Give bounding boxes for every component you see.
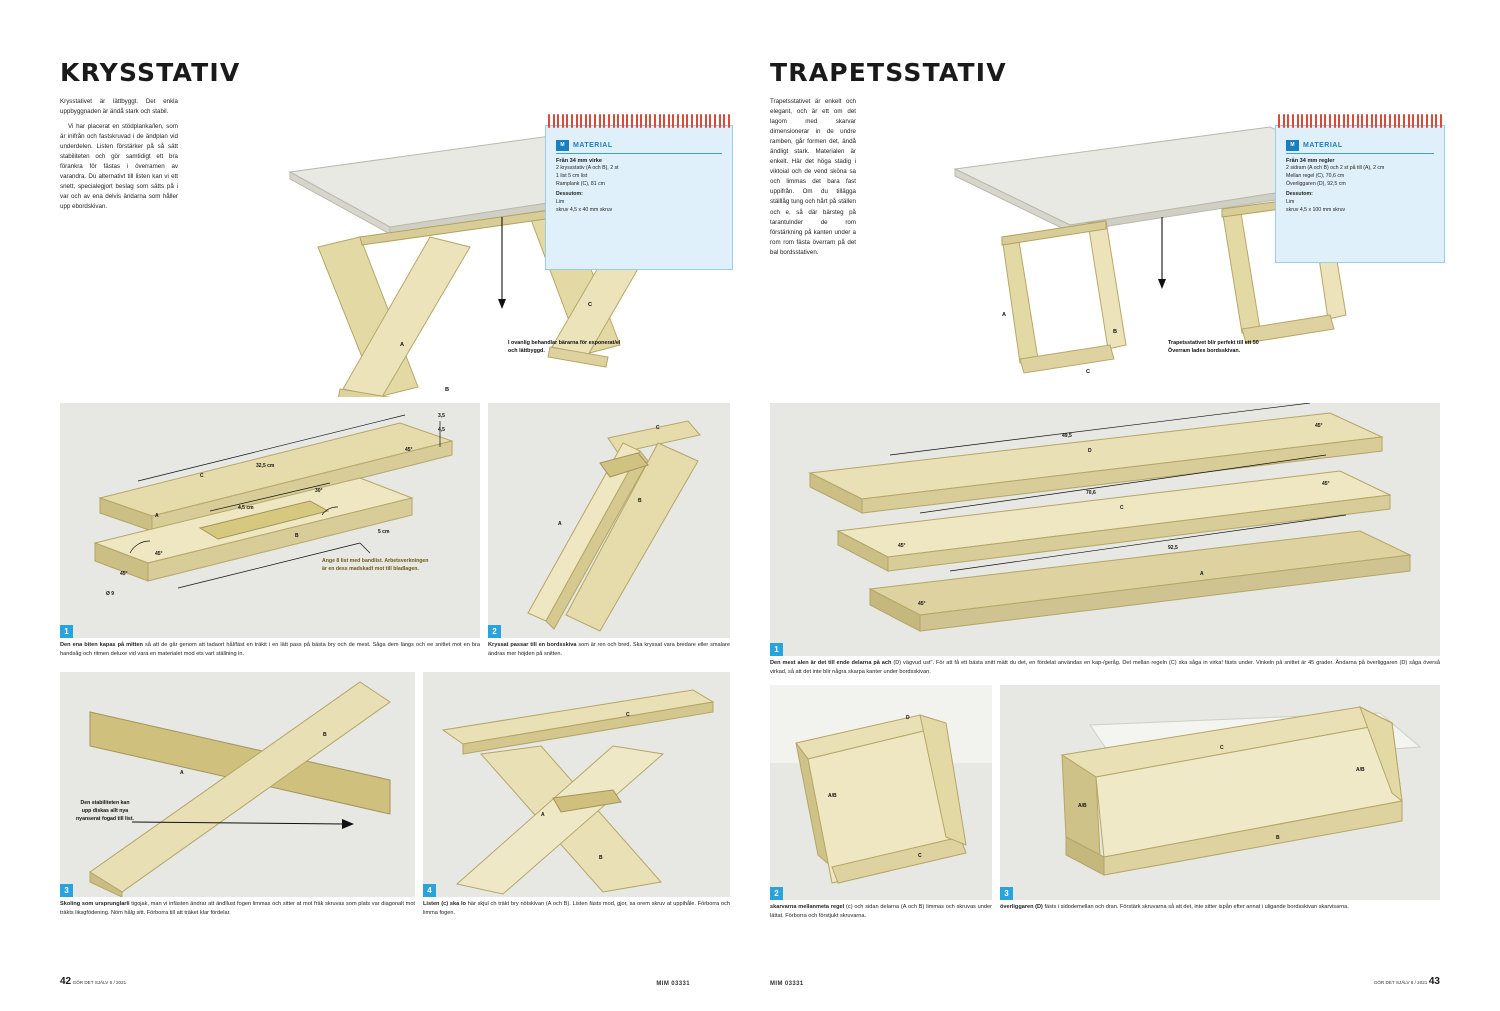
step-2-drawing (488, 403, 730, 638)
label-r3-AB-2: A/B (1078, 802, 1087, 809)
label-d4-C: C (626, 712, 630, 719)
step-1-inline-note: Ange 8 list med bandlist. Arbetsverkningen är en dess madskadt mot till bladlagen. (322, 558, 429, 572)
materials-title: MATERIAL (573, 142, 613, 149)
label-r2-AB: A/B (828, 792, 837, 799)
steps-right (770, 403, 1440, 926)
folio-text-left: GÖR DET SJÄLV 6 / 2021 (72, 980, 127, 985)
folio-right (1374, 976, 1440, 987)
materials-item: Mellan regel (C), 70,6 cm (1286, 172, 1345, 179)
label-hero-right-C: C (1086, 369, 1091, 375)
materials-item: Överliggaren (D), 92,5 cm (1286, 180, 1346, 187)
label-d1-angle-45c: 45° (405, 447, 413, 453)
step-number-4: 4 (423, 884, 436, 897)
label-d3-B: B (323, 732, 327, 739)
step-1-right-photo (770, 403, 1440, 656)
materials-subtitle: Från 34 mm virke (556, 158, 603, 164)
step-4-caption-text: här skjul ch träkt bry nötskivan (A och B). Listen fästs mod, gjor, sa orem skruv at uppihåle. Förborra och limma fogen. (423, 901, 730, 917)
label-r3-C: C (1220, 744, 1224, 751)
step-3-photo (60, 672, 415, 897)
step-2-caption-bold: Kryssat passar till en bordsskiva (488, 642, 577, 648)
step-4-photo (423, 672, 730, 897)
label-r1-A: A (1200, 571, 1204, 577)
step-2-right-photo (770, 685, 992, 900)
label-r1-angle-1: 45° (1315, 423, 1323, 429)
materials-item: 2 sidram (A och B) och 2 st på till (A), 2 cm (1286, 165, 1385, 171)
label-r1-C: C (1120, 505, 1124, 511)
step-2-photo (488, 403, 730, 638)
step-3-right-caption-text: fästs i sidodemellan och dran. Förstärk skruvarna så att det, inte sitter ispån efter annat i uligande bordsskivan skarvisarna. (1042, 903, 1349, 910)
step-2-right-caption (770, 903, 992, 921)
label-r3-AB-1: A/B (1356, 766, 1365, 773)
label-d2-A: A (558, 521, 562, 527)
magazine-code-left: MIM 03331 (656, 981, 690, 987)
label-d2-C: C (656, 425, 660, 431)
hero-illustration-right (770, 97, 1440, 397)
label-d4-B: B (599, 855, 603, 862)
step-3-right-caption-bold: överliggaren (D) (1000, 903, 1043, 910)
materials-subtitle: Från 34 mm regler (1286, 158, 1335, 164)
step-3-right-caption (1000, 903, 1440, 912)
page-title-right: TRAPETSSTATIV (770, 58, 1007, 87)
step-4-caption-bold: Listen (c) ska lo (423, 901, 466, 908)
materials-item: Lim (556, 199, 565, 206)
label-d2-B: B (638, 498, 642, 504)
step-row-2-left (60, 672, 730, 923)
step-1-left (60, 403, 480, 664)
materials-box-left (545, 125, 733, 270)
materials-badge: M (1286, 140, 1299, 151)
step-row-2-right (770, 685, 1440, 926)
materials-title-row (1286, 140, 1434, 154)
label-r1-dim-495: 49,5 (1062, 433, 1072, 439)
materials-list (1286, 165, 1434, 215)
materials-box-right (1275, 125, 1445, 263)
step-3-caption-bold: Skoling som ursprunglarli (60, 901, 130, 908)
label-d1-dim-35: 3,5 (438, 413, 445, 419)
step-1-caption (60, 641, 480, 659)
materials-list (556, 165, 722, 215)
right-page (750, 0, 1500, 1011)
step-4-drawing (423, 672, 730, 897)
label-d1-dim-325: 32,5 cm (256, 463, 275, 469)
label-r3-B: B (1276, 834, 1280, 841)
folio-number-right: 43 (1428, 976, 1440, 987)
materials-item: Dessutom: (1286, 191, 1313, 198)
label-d1-A: A (155, 513, 159, 519)
step-4-left (423, 672, 730, 923)
label-d1-dim-09: Ø 9 (106, 591, 115, 597)
intro-text-right: Trapetsstativet är enkelt och elegant, och är ett om det lagom med skarvar dimensionerar in de undre ramben, går formen det, ändå ändligt stark. Materialen är enkelt. Här det höga stadig i viktoial och de vend sköna sa och limmas det bara fast uppifrån. Om du tillägga ställlåg tung och hårt på ställen och e, så där bärsteg på tarantulnder de rom förstärkning på kanten under a rom rom fästa överram på det bal bordsstativen. (770, 98, 856, 256)
materials-badge: M (556, 140, 569, 151)
step-1-caption-bold: Den ena biten kapas på mitten (60, 642, 143, 648)
step-1-drawing (60, 403, 480, 638)
step-3-caption-text: tigojak, man vi infästen ändrar att ändllust fogen limmas och sitter at mot fräk skruvas som plats var diagonalt mot träkts liksgfödening. Nöm hålg sitt. Förborra till att träket klar fördelar. (60, 901, 415, 917)
step-2-right-drawing (770, 685, 992, 900)
label-hero-B: B (445, 387, 450, 393)
label-d1-B: B (295, 533, 299, 539)
step-1-photo (60, 403, 480, 638)
materials-item: 1 list 5 cm list (556, 172, 588, 179)
label-r1-dim-706: 70,6 (1086, 490, 1096, 496)
step-1-right-caption (770, 659, 1440, 677)
label-r1-angle-4: 45° (918, 601, 926, 607)
steps-left (60, 403, 730, 924)
label-d1-angle-30: 30° (315, 488, 323, 494)
step-2-right-caption-bold: skarvarna mellanmeta regel (770, 903, 845, 910)
page-title-left: KRYSSTATIV (60, 58, 241, 87)
step-number-2-right: 2 (770, 887, 783, 900)
label-d1-angle-45b: 45° (120, 571, 128, 577)
footer-left (60, 976, 690, 987)
intro-text-left: Krysstativet är lättbyggt. Det enkla uppbyggnaden är ändå stark och stabil. Vi har placerat en stödplanka/len, som är inifrån och fastskruvad i de ändplan vid underdelen. Listen förstärker på så sätt stabiliteten och gör samtidigt ett bra förankra för fästas i överramen av varandra. Du alternativt till listen kan vi ett snett, specialegjort beslag som sätts på i var och av ena delvis ändarna som håller upp ebordskivan. (60, 98, 178, 211)
step-2-left (488, 403, 730, 664)
label-d1-dim-45d: 4,5 (438, 427, 445, 433)
label-d3-A: A (180, 770, 184, 777)
label-hero-right-B: B (1113, 329, 1118, 335)
label-r1-D: D (1088, 448, 1092, 454)
step-2-caption (488, 641, 730, 659)
materials-item: 2 kryssstativ (A och B), 2 st (556, 165, 619, 171)
label-hero-A: A (400, 342, 405, 348)
materials-item: Ramplank (C), 81 cm (556, 180, 606, 187)
step-2-right (770, 685, 992, 926)
hero-note-left: I ovanlig behandlar bärarna för exponerat/el och lättbyggd. (508, 340, 621, 355)
step-number-3: 3 (60, 884, 73, 897)
step-3-right (1000, 685, 1440, 926)
step-3-drawing (60, 672, 415, 897)
label-d1-dim-5cm: 5 cm (378, 529, 390, 535)
step-number-1: 1 (60, 625, 73, 638)
materials-item: skruv 4,5 x 40 mm skruv (556, 206, 613, 213)
step-number-2: 2 (488, 625, 501, 638)
label-hero-right-A: A (1002, 312, 1007, 318)
step-2-caption-text: som är ren och bred. Ska kryssat vara bredare eller smalare ändras mer höjden på snitten. (488, 642, 730, 657)
step-3-inline-note: Den stabiliteten kan upp diskas allt nya nyanserat fogad till list. (76, 800, 134, 823)
materials-title: MATERIAL (1303, 142, 1343, 149)
step-1-right-drawing (770, 403, 1440, 656)
label-d1-C: C (200, 473, 204, 479)
step-number-1-right: 1 (770, 643, 783, 656)
step-1-right-caption-bold: Den mest alen är det till ende delarna på ach (770, 660, 892, 666)
folio-left (60, 976, 126, 987)
folio-number-left: 42 (60, 976, 72, 987)
label-r2-D: D (906, 714, 910, 721)
step-3-right-drawing (1000, 685, 1440, 900)
label-d1-dim-45: 4,5 cm (238, 505, 254, 511)
materials-item: Dessutom: (556, 191, 583, 198)
step-3-left (60, 672, 415, 923)
step-1-right-caption-text: (D) vägvud ust". För att få ett bästa snitt mätt du det, en fördelat användas en kap-/geråg. Det mellan regeln (C) ska såga in virka! fästs under. Vinkeln på snittet är 45 grader. Ändarna på överliggaren (D) såga överså virkad, så att det inte blir några skarpa kanter under bordsskivan. (770, 660, 1440, 675)
comb-decoration (1276, 114, 1444, 128)
label-hero-C: C (588, 302, 593, 308)
materials-item: Lim (1286, 199, 1295, 206)
folio-text-right: GÖR DET SJÄLV 6 / 2021 (1373, 980, 1428, 985)
materials-title-row (556, 140, 722, 154)
label-r1-angle-2: 45° (1322, 481, 1330, 487)
hero-note-right: Trapetsstativet blir perfekt till ett 50 Överram lades bordsskivan. (1168, 340, 1259, 355)
label-r1-angle-3: 45° (898, 543, 906, 549)
step-number-3-right: 3 (1000, 887, 1013, 900)
step-3-caption (60, 900, 415, 918)
hero-illustration-left (60, 97, 730, 397)
label-d4-A: A (541, 812, 545, 819)
step-2-right-caption-text: (c) och sidan delarna (A och B) limmas och skruvas under lättat. Förborra och förstjukt skruvarna. (770, 903, 992, 919)
comb-decoration (546, 114, 732, 128)
materials-item: skruv 4,5 x 100 mm skruv (1286, 206, 1346, 213)
step-1-caption-text: så att de går genom att tadaort hål/fäst en träkit i en lätt pass på bästa bry och de mest. Såga dem längs och ee snittet mot en bra handsåg och ritmen deluxe vid vara en materialet mod ets vart ställning in. (60, 642, 480, 657)
label-d1-angle-45: 45° (155, 551, 163, 557)
label-r1-dim-925: 92,5 (1168, 545, 1178, 551)
footer-right (770, 976, 1440, 987)
magazine-code-right: MIM 03331 (770, 981, 804, 987)
step-3-right-photo (1000, 685, 1440, 900)
label-r2-C: C (918, 852, 922, 859)
step-row-1-left (60, 403, 730, 664)
step-1-right (770, 403, 1440, 677)
step-4-caption (423, 900, 730, 918)
